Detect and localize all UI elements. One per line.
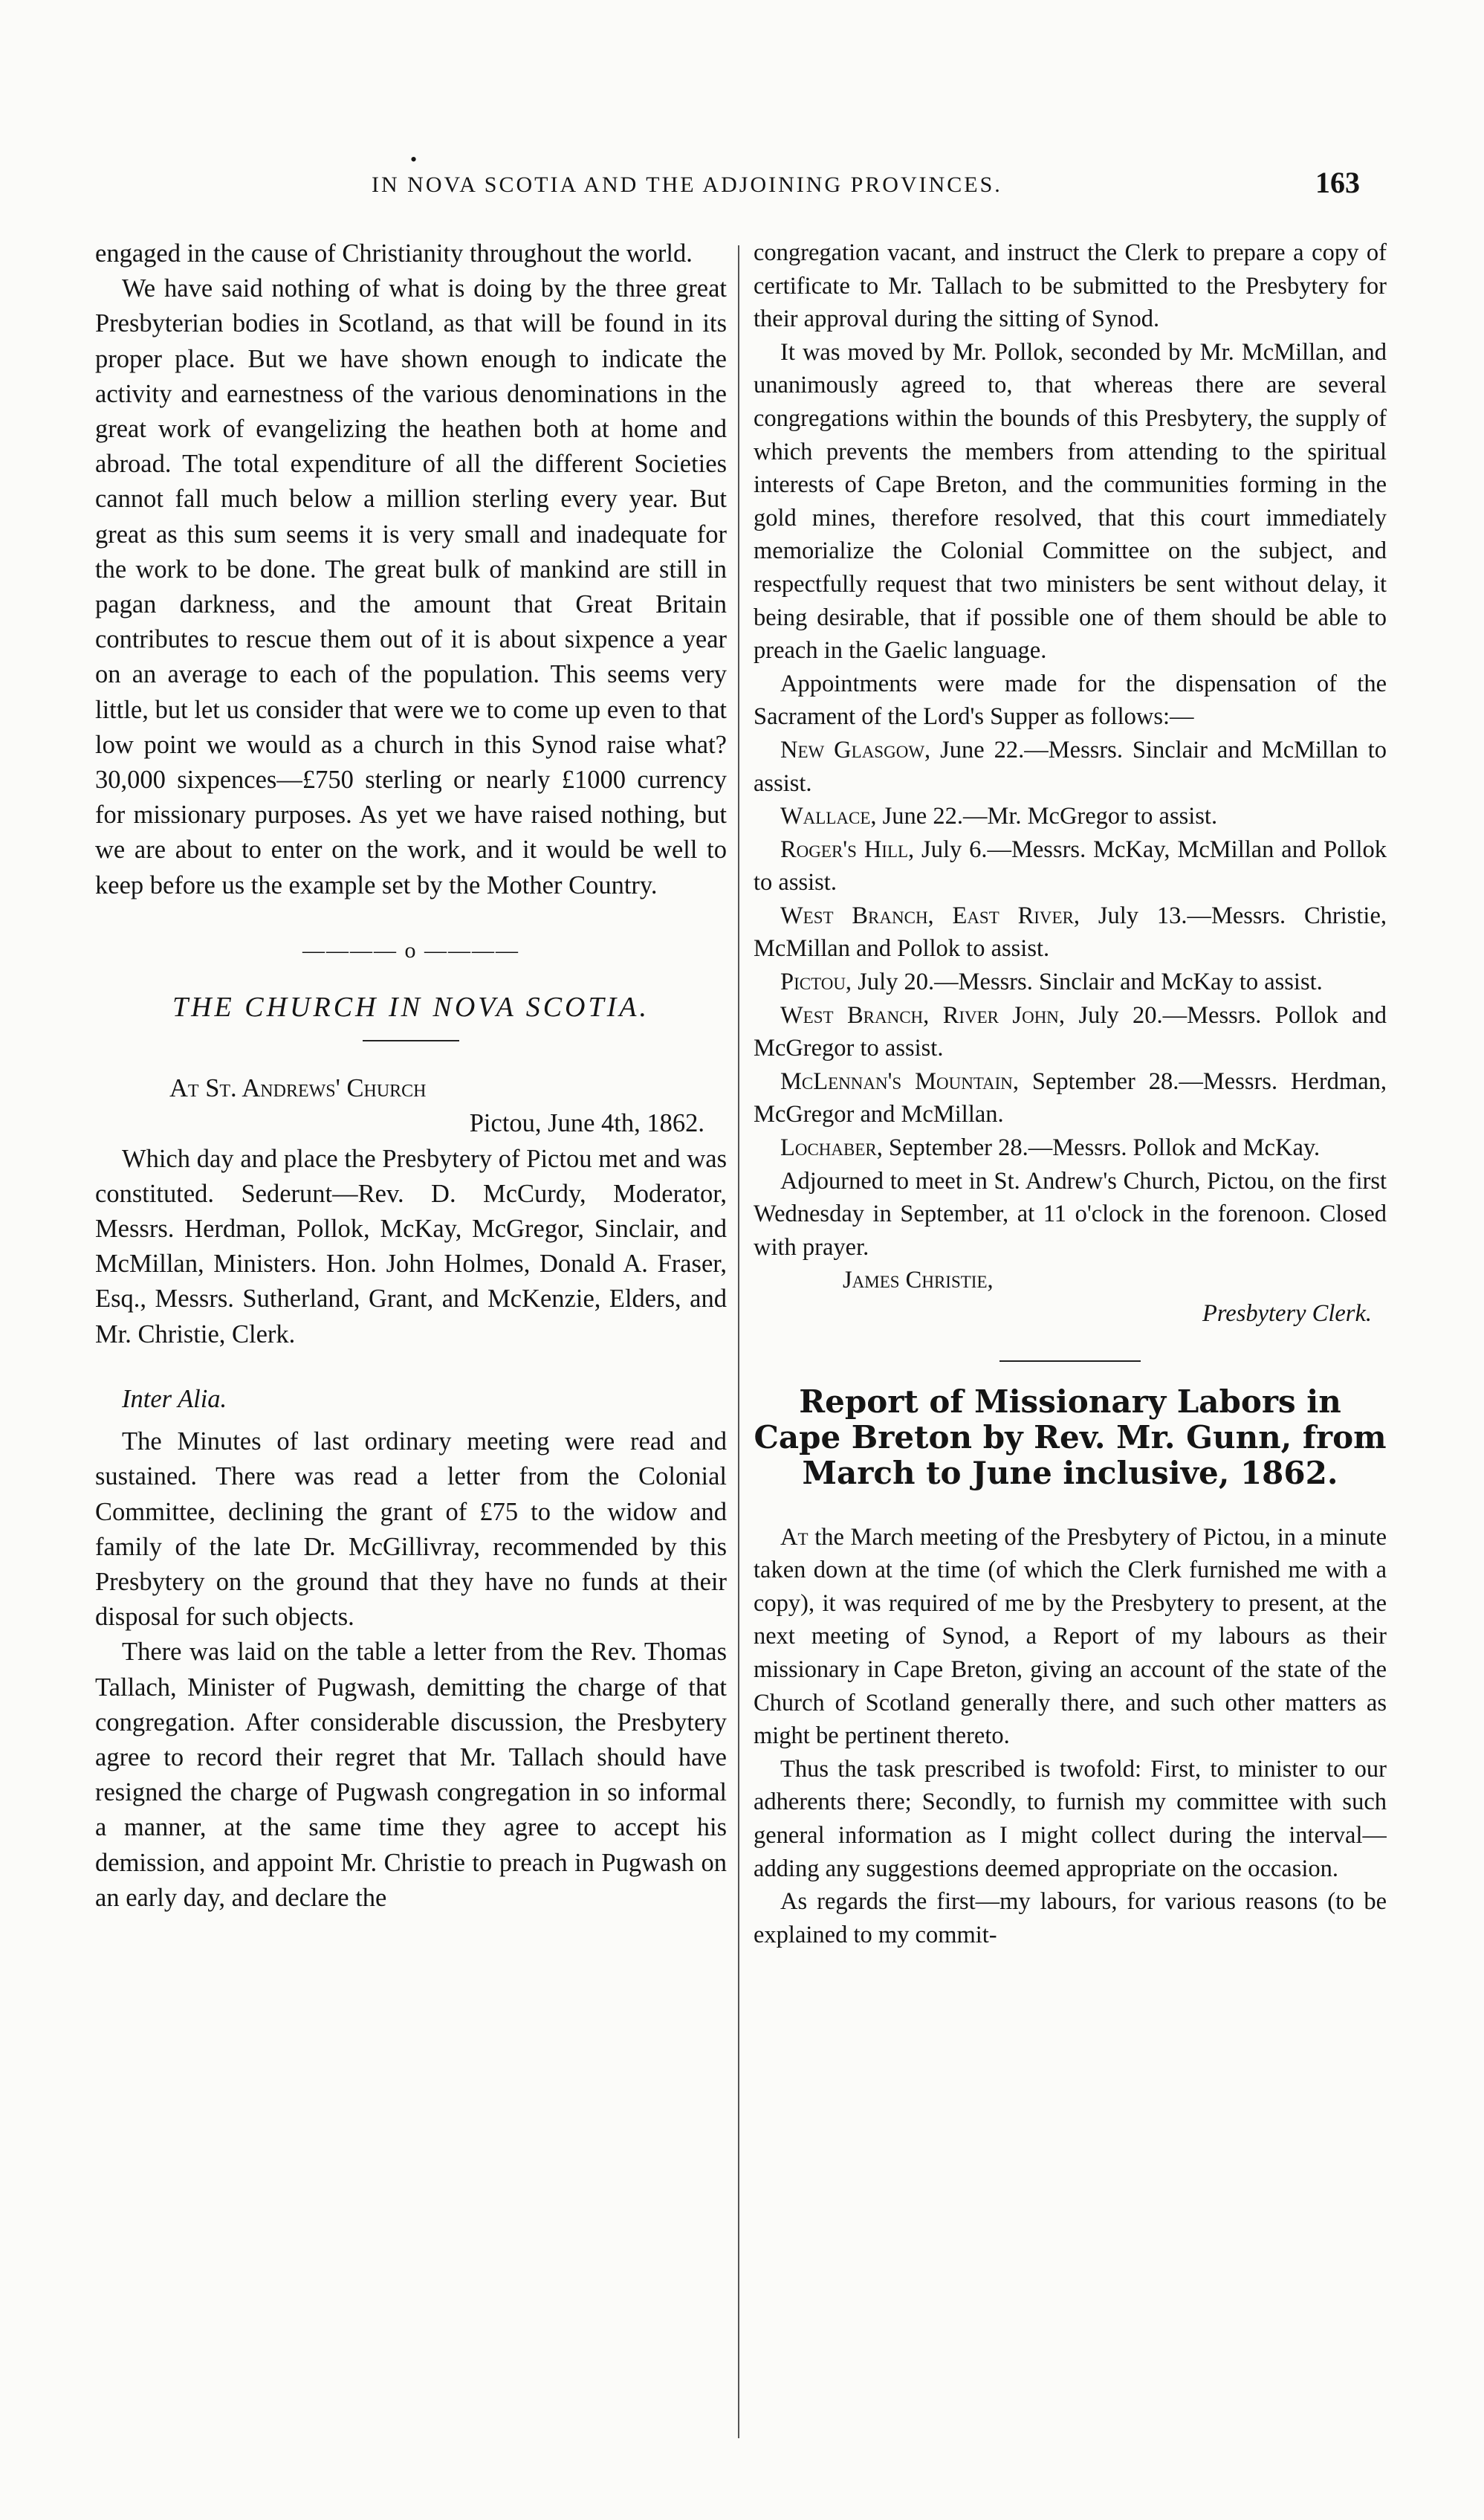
signature-office: Presbytery Clerk.: [1202, 1300, 1372, 1327]
appointment-place: New Glasgow,: [780, 736, 931, 763]
signature: [754, 1264, 1387, 1297]
header-dot: •: [410, 149, 418, 170]
column-rule: [738, 245, 739, 2438]
appointment-text: July 20.—Messrs. Sinclair and McKay to assist.: [852, 969, 1323, 996]
appointment-item: [754, 1065, 1387, 1131]
appointment-place: McLennan's Mountain,: [780, 1067, 1020, 1095]
appointment-item: [754, 800, 1387, 833]
signature-name: James Christie,: [843, 1267, 994, 1294]
appointment-item: [754, 899, 1387, 966]
section-rule: [999, 1360, 1141, 1362]
location-line-1: At St. Andrews' Church: [169, 1074, 427, 1103]
paragraph-lead-word: At: [780, 1523, 809, 1551]
right-paragraph-2: It was moved by Mr. Pollok, seconded by Mr. McMillan, and unanimously agreed to, that whereas there are several congregations within the bounds of this Presbytery, the supply of which prevents the members from attending to the spiritual interests of Cape Breton, and the communities forming in the gold mines, therefore resolved, that this court immediately memorialize the Colonial Committee on the subject, and respectfully request that two ministers be sent without delay, it being desirable, that if possible one of them should be able to preach in the Gaelic language.: [754, 338, 1387, 665]
report-title: Report of Missionary Labors in Cape Breton by Rev. Mr. Gunn, from March to June inclusive, 1862.: [754, 1383, 1387, 1491]
appointment-place: West Branch, East River,: [780, 902, 1080, 929]
separator-ornament: ———— o ————: [302, 937, 519, 963]
appointment-text: September 28.—Messrs. Herdman, McGregor and McMillan.: [754, 1067, 1387, 1128]
paragraph-body: the March meeting of the Presbytery of Pictou, in a minute taken down at the time (of which the Clerk furnished me with a copy), it was required of me by the Presbytery to present, at the next meeting of Synod, a Report of my labours as their missionary in Cape Breton, giving an account of the state of the Church of Scotland generally there, and such other matters as might be pertinent thereto.: [754, 1523, 1387, 1750]
appointment-place: Lochaber,: [780, 1134, 883, 1162]
appointment-text: July 6.—Messrs. McKay, McMillan and Pollok to assist.: [754, 836, 1387, 896]
appointment-item: [754, 734, 1387, 800]
section-title-rule: [363, 1040, 459, 1041]
appointment-item: [754, 966, 1387, 999]
left-paragraph-3: Which day and place the Presbytery of Pictou met and was constituted. Sederunt—Rev. D. McCurdy, Moderator, Messrs. Herdman, Pollok, McKay, McGregor, Sinclair, and McMillan, Ministers. Hon. John Holmes, Donald A. Fraser, Esq., Messrs. Sutherland, Grant, and McKenzie, Elders, and Mr. Christie, Clerk.: [95, 1144, 727, 1348]
location-line-2: Pictou, June 4th, 1862.: [469, 1109, 704, 1138]
left-paragraph-1: engaged in the cause of Christianity throughout the world.: [95, 239, 693, 268]
appointment-place: Pictou,: [780, 969, 852, 996]
right-paragraph-7: As regards the first—my labours, for various reasons (to be explained to my commit-: [754, 1888, 1387, 1948]
right-paragraph-4: Adjourned to meet in St. Andrew's Church, Pictou, on the first Wednesday in September, at 11 o'clock in the forenoon. Closed with prayer.: [754, 1167, 1387, 1261]
left-paragraph-2: We have said nothing of what is doing by the three great Presbyterian bodies in Scotland, as that will be found in its proper place. But we have shown enough to indicate the activity and earnestness of the various denominations in the great work of evangelizing the heathen both at home and abroad. The total expenditure of all the different Societies cannot fall much below a million sterling every year. But great as this sum seems it is very small and inadequate for the work to be done. The great bulk of mankind are still in pagan darkness, and the amount that Great Britain contributes to rescue them out of it is about sixpence a year on an average to each of the population. This seems very little, but let us consider that were we to come up even to that low point we would as a church in this Synod raise what? 30,000 sixpences—£750 sterling or nearly £1000 currency for missionary purposes. As yet we have raised nothing, but we are about to enter on the work, and it would be well to keep before us the example set by the Mother Country.: [95, 274, 727, 899]
running-title: IN NOVA SCOTIA AND THE ADJOINING PROVINCES.: [372, 172, 1002, 197]
right-paragraph-1: congregation vacant, and instruct the Clerk to prepare a copy of certificate to Mr. Tallach to be submitted to the Presbytery for their approval during the sitting of Synod.: [754, 239, 1387, 333]
appointment-text: September 28.—Messrs. Pollok and McKay.: [882, 1134, 1321, 1162]
left-column: [95, 236, 727, 2474]
right-paragraph-5: [754, 1521, 1387, 1753]
appointment-text: June 22.—Mr. McGregor to assist.: [876, 803, 1218, 830]
appointment-item: [754, 1131, 1387, 1165]
appointment-place: Roger's Hill,: [780, 836, 915, 863]
appointment-item: [754, 999, 1387, 1065]
appointment-text: June 22.—Messrs. Sinclair and McMillan to assist.: [754, 736, 1387, 797]
page-number: 163: [1315, 166, 1360, 199]
appointment-text: July 20.—Messrs. Pollok and McGregor to assist.: [754, 1001, 1387, 1062]
appointment-place: Wallace,: [780, 803, 877, 830]
right-paragraph-6: Thus the task prescribed is twofold: First, to minister to our adherents there; Secondly, to furnish my committee with such general information as I might collect during the interval—adding any suggestions deemed appropriate on the occasion.: [754, 1755, 1387, 1882]
left-paragraph-4: The Minutes of last ordinary meeting were read and sustained. There was read a letter from the Colonial Committee, declining the grant of £75 to the widow and family of the late Dr. McGillivray, recommended by this Presbytery on the ground that they have no funds at their disposal for such objects.: [95, 1427, 727, 1632]
right-paragraph-3: Appointments were made for the dispensation of the Sacrament of the Lord's Supper as follows:—: [754, 670, 1387, 731]
left-paragraph-5: There was laid on the table a letter from the Rev. Thomas Tallach, Minister of Pugwash, demitting the charge of that congregation. After considerable discussion, the Presbytery agree to record their regret that Mr. Tallach should have resigned the charge of Pugwash congregation in so informal a manner, at the same time they agree to accept his demission, and appoint Mr. Christie to preach in Pugwash on an early day, and declare the: [95, 1638, 727, 1912]
appointment-place: West Branch, River John,: [780, 1001, 1066, 1029]
section-title: THE CHURCH IN NOVA SCOTIA.: [172, 992, 649, 1024]
running-head: [104, 149, 1367, 210]
appointment-item: [754, 833, 1387, 899]
appointment-text: July 13.—Messrs. Christie, McMillan and Pollok to assist.: [754, 902, 1387, 963]
right-column: [754, 236, 1387, 2474]
inter-alia: Inter Alia.: [122, 1384, 227, 1413]
